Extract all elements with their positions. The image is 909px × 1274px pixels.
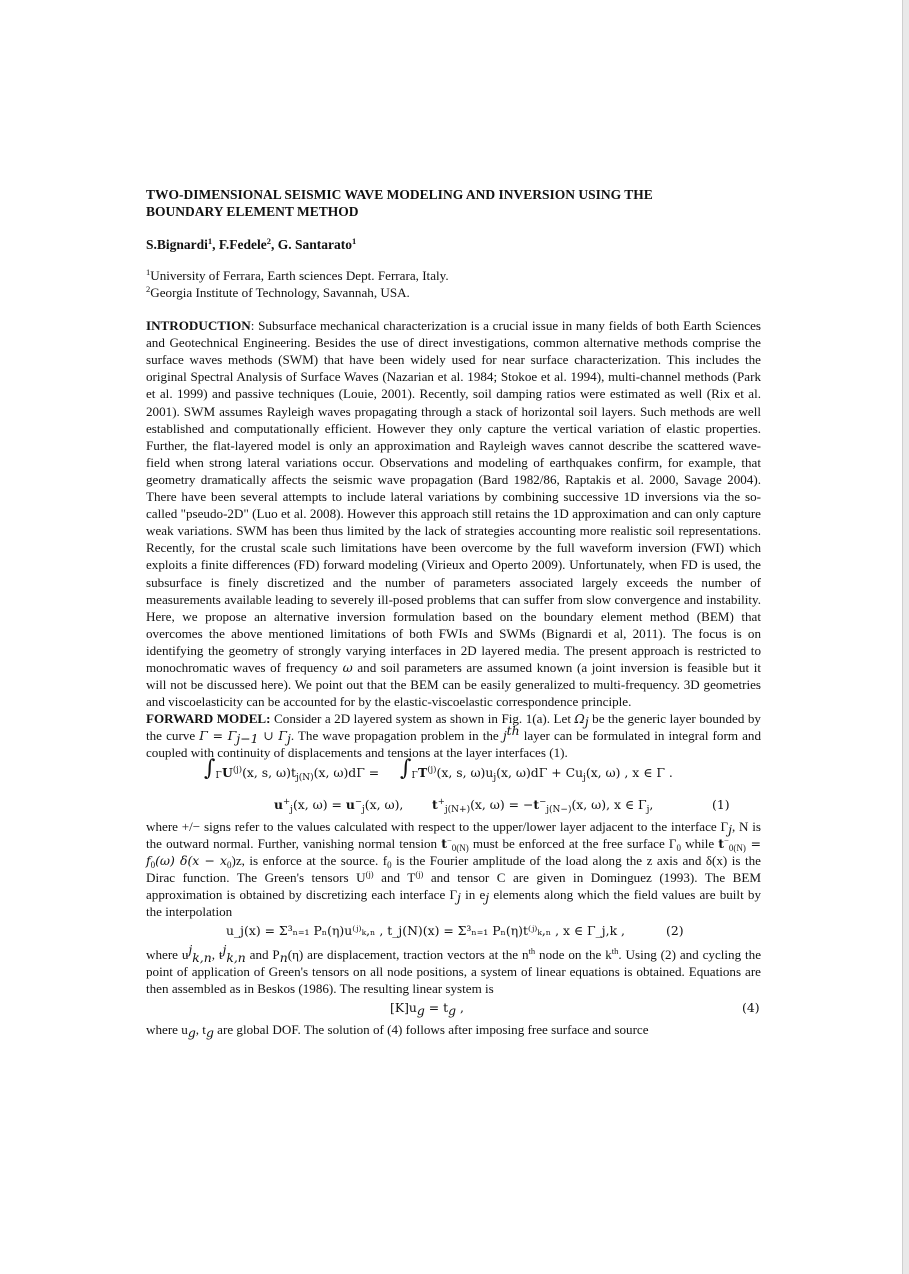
equation-2-number: (2) [666, 923, 684, 939]
equation-4: $[K]u_g = t_g$ , (4) [390, 1000, 760, 1019]
author-1-affil: 1 [207, 236, 213, 246]
author-2-affil: 2 [266, 236, 272, 246]
author-2: F.Fedele [218, 237, 267, 252]
page-edge [902, 0, 909, 1274]
author-list: S.Bignardi$^1$, F.Fedele$^2$, G. Santarato$^1$ [146, 236, 357, 252]
title-line-2: BOUNDARY ELEMENT METHOD [146, 204, 359, 219]
affiliation-1: $^1$University of Ferrara, Earth sciences Dept. Ferrara, Italy. [146, 267, 449, 284]
title-line-1: TWO-DIMENSIONAL SEISMIC WAVE MODELING AND INVERSION USING THE [146, 187, 653, 202]
introduction-heading: INTRODUCTION [146, 318, 251, 334]
equation-2-explanation: where $u^j_{k,n}$, $t^j_{k,n}$ and $P_n(\eta)$ are displacement, traction vectors at the $n^{th}$ node on the $k^{th}$. Using (2) and cycling the point of application of Green's tensors on all node positions, a system of linear equations is obtained. Equations are then assembled as in Beskos (1986). The resulting linear system is [146, 942, 762, 997]
paper-body [146, 186, 762, 1041]
forward-model-heading: FORWARD MODEL: [146, 711, 271, 727]
author-1: S.Bignardi [146, 237, 208, 252]
paper-title [146, 186, 761, 220]
equation-1-number: (1) [712, 796, 730, 812]
author-3: G. Santarato [277, 237, 353, 252]
forward-model-paragraph: FORWARD MODEL: Consider a 2D layered system as shown in Fig. 1(a). Let $\Omega_j$ be the generic layer bounded by the curve $\Gamma = \Gamma_{j-1}$ ∪ $\Gamma_j$. The wave propagation problem in the $j^{th}$ layer can be formulated in integral form and coupled with continuity of displacements and tensions at the layer interfaces (1). [146, 711, 762, 761]
equation-4-number: (4) [742, 1000, 760, 1016]
final-paragraph: where $u_g$, $t_g$ are global DOF. The solution of (4) follows after imposing free surface and source [146, 1022, 649, 1041]
affiliations [146, 267, 761, 301]
affiliation-2: $^2$Georgia Institute of Technology, Savannah, USA. [146, 284, 410, 301]
equation-1-line-1: $\int_\Gamma$ $U^{(j)}(x$, s, $\omega)t_{j(N)}(x$, ω)dΓ = $\int_\Gamma$ $T^{(j)}(x$, s, $\omega)u_j(x$, $\omega)d\Gamma + Cu_j(x$, ω) , x ∈ Γ . [204, 755, 673, 783]
equation-2: u_j(x) = Σ³ₙ₌₁ Pₙ(η)u⁽ʲ⁾ₖ,ₙ , t_j(N)(x) = Σ³ₙ₌₁ Pₙ(η)t⁽ʲ⁾ₖ,ₙ , x ∈ Γ_j,k , (2) [226, 923, 684, 939]
author-3-affil: 1 [352, 236, 357, 246]
equation-1-line-2: $u^+_j(x$, $\omega) = u^-_j(x$, ω), $t^+_{j(N+)}(x$, $\omega) = -t^-_{j(N-)}(x$, ω), x ∈ $\Gamma_j$, (1) [274, 796, 730, 815]
equation-1-explanation: where +/− signs refer to the values calculated with respect to the upper/lower layer adjacent to the interface $\Gamma_j$, N is the outward normal. Further, vanishing normal tension $t^-_{0(N)}$ must be enforced at the free surface $\Gamma_0$ while $t^-_{0(N)} = f_0(\omega) \delta(x - x_0)z$, is enforce at the source. $f_0$ is the Fourier amplitude of the load along the z axis and δ(x) is the Dirac function. The Green's tensors $U^{(j)}$ and $T^{(j)}$ and tensor C are given in Dominguez (1993). The BEM approximation is obtained by discretizing each interface $\Gamma_j$ in $e_j$ elements along which the field values are built by the interpolation [146, 818, 762, 919]
introduction-paragraph: INTRODUCTION: Subsurface mechanical characterization is a crucial issue in many fields of both Earth Sciences and Geotechnical Engineering. Besides the use of direct investigations, common alternative methods comprise the surface waves methods (SWM) that have been widely used for near surface characterization. This includes the original Spectral Analysis of Surface Waves (Nazarian et al. 1984; Stokoe et al. 1994), multi-channel methods (Park et al. 1999) and passive techniques (Louie, 2001). Recently, soil damping ratios were estimated as well (Rix et al. 2001). SWM assumes Rayleigh waves propagating through a stack of horizontal soil layers. Such methods are well established and computationally efficient. However they only capture the vertical variation of elastic properties. Further, the flat-layered model is only an approximation and Rayleigh waves cannot describe the scattered wave-field when strong lateral variations occur. Observations and modeling of earthquakes confirm, for example, that geometry dramatically affects the seismic wave propagation (Bard 1982/86, Raptakis et al. 2000, Savage 2004). There have been several attempts to include lateral variations by combining successive 1D inversions via the so-called "pseudo-2D" (Luo et al. 2008). However this approach still retains the 1D approximation and can only capture weak variations. SWM has been thus limited by the lack of strategies accounting more realistic soil representations. Recently, for the crustal scale such limitations have been overcome by the full waveform inversion (FWI) which exploits a finite differences (FD) forward modeling (Virieux and Operto 2009). Unfortunately, when FD is used, the subsurface is finely discretized and the number of parameters associated largely exceeds the number of measurements available leading to severely ill-posed problems that can suffer from slow convergence and instability. Here, we propose an alternative inversion formulation based on the boundary element method (BEM) that overcomes the above mentioned limitations of both FWIs and SWMs (Bignardi et al, 2011). The focus is on identifying the geometry of strongly varying interfaces in 2D layered media. The present approach is restricted to monochromatic waves of frequency ω and soil parameters are assumed known (a joint inversion is feasible but it will not be discussed here). We point out that the BEM can be easily generalized to multi-frequency. 3D geometries and viscoelasticity can be accounted for by the elastic-viscoelastic correspondence principle. [146, 318, 761, 710]
